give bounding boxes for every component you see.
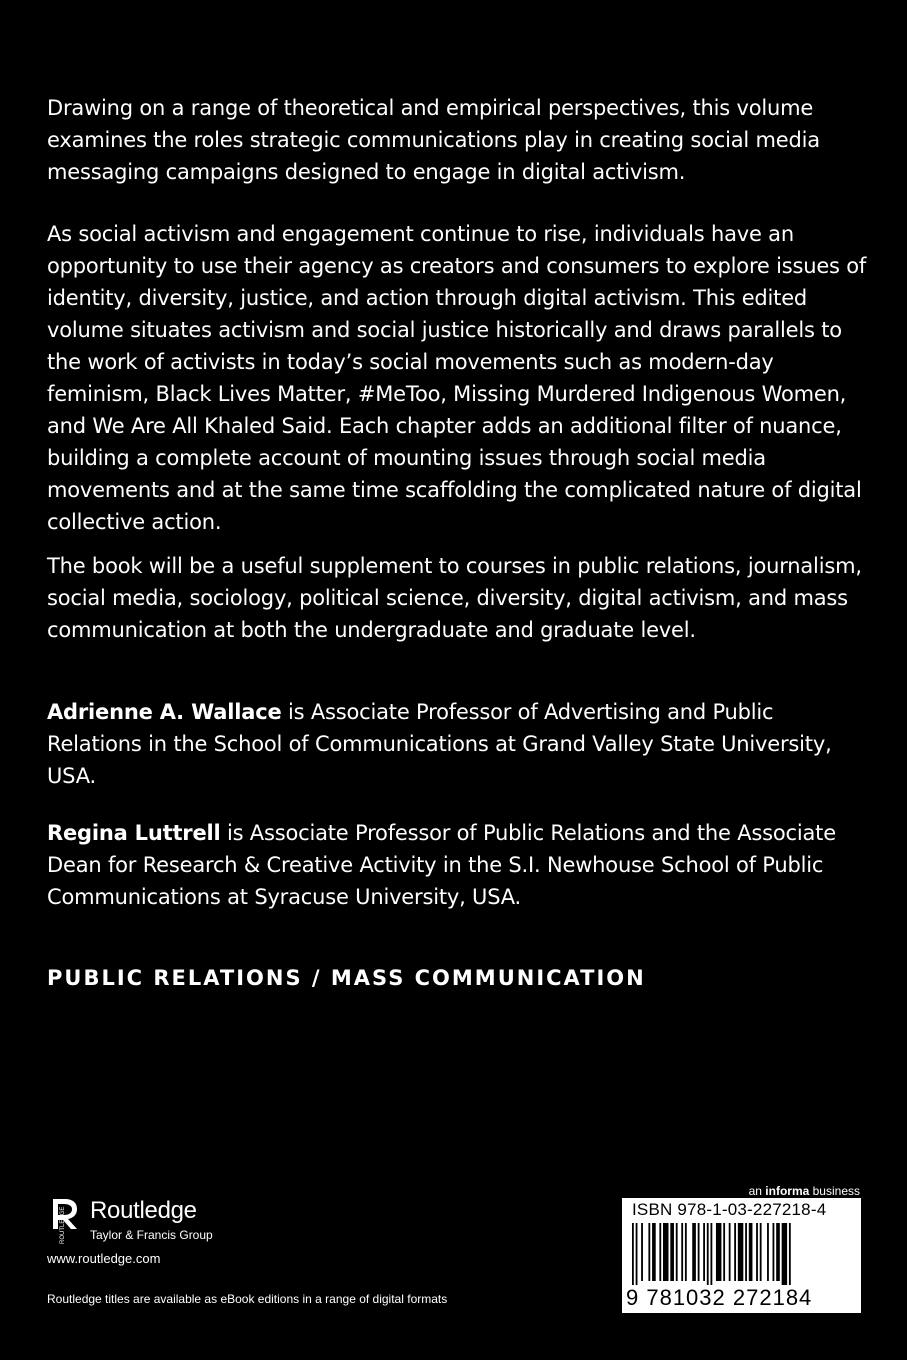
barcode-bar bbox=[734, 1223, 736, 1281]
barcode-bar bbox=[710, 1223, 712, 1285]
description-paragraph-1: Drawing on a range of theoretical and empirical perspectives, this volume examines the roles strategic communications play in creating social media messaging campaigns designed to engage in digital activism. bbox=[47, 96, 820, 184]
barcode-bar bbox=[698, 1223, 700, 1281]
barcode-bar bbox=[692, 1223, 696, 1281]
barcode-bar bbox=[659, 1223, 661, 1281]
barcode-bar bbox=[641, 1223, 643, 1281]
informa-prefix: an bbox=[748, 1184, 766, 1198]
author-bio-1 bbox=[47, 696, 867, 792]
barcode-bar bbox=[729, 1223, 731, 1281]
author-bio-2 bbox=[47, 817, 867, 913]
barcode-bars bbox=[632, 1223, 851, 1285]
barcode-bar bbox=[707, 1223, 709, 1285]
subject-category: PUBLIC RELATIONS / MASS COMMUNICATION bbox=[47, 966, 646, 990]
barcode-bar bbox=[636, 1223, 638, 1285]
barcode-bar bbox=[681, 1223, 683, 1281]
barcode-bar bbox=[738, 1223, 743, 1281]
publisher-name: Routledge bbox=[90, 1197, 197, 1224]
barcode-bar bbox=[756, 1223, 758, 1281]
author-name-2: Regina Luttrell bbox=[47, 821, 221, 845]
barcode-bar bbox=[632, 1223, 634, 1285]
barcode-bar bbox=[773, 1223, 775, 1281]
barcode-bar bbox=[723, 1223, 725, 1281]
barcode-bar bbox=[670, 1223, 674, 1281]
barcode-bar bbox=[776, 1223, 780, 1281]
barcode-bar bbox=[685, 1223, 687, 1281]
barcode-bar bbox=[663, 1223, 668, 1281]
author-name-1: Adrienne A. Wallace bbox=[47, 700, 282, 724]
barcode-bar bbox=[676, 1223, 678, 1281]
informa-brand: informa bbox=[765, 1184, 810, 1198]
barcode-bar bbox=[767, 1223, 769, 1281]
logo-vertical-text: ROUTLEDGE bbox=[60, 1206, 66, 1244]
description-paragraph-2: As social activism and engagement continue to rise, individuals have an opportunity to use their agency as creators and consumers to explore issues of identity, diversity, justice, and action through digital activism. This edited volume situates activism and social justice historically and draws parallels to the work of activists in today’s social movements such as modern-day feminism, Black Lives Matter, #MeToo, Missing Murdered Indigenous Women, and We Are All Khaled Said. Each chapter adds an additional filter of nuance, building a complete account of mounting issues through social media movements and at the same time scaffolding the complicated nature of digital collective action. bbox=[47, 222, 867, 534]
ebook-note: Routledge titles are available as eBook editions in a range of digital formats bbox=[47, 1292, 448, 1306]
barcode-bar bbox=[749, 1223, 753, 1281]
author-bio-text-2: is Associate Professor of Public Relations and the Associate Dean for Research & Creative Activity in the S.I. Newhouse School of Public Communications at Syracuse University, USA. bbox=[47, 821, 836, 909]
barcode-bar bbox=[760, 1223, 762, 1281]
barcode-bar bbox=[652, 1223, 656, 1281]
barcode-bar bbox=[716, 1223, 721, 1281]
description-paragraph-3: The book will be a useful supplement to courses in public relations, journalism, social media, sociology, political science, diversity, digital activism, and mass communication at both the undergraduate and graduate level. bbox=[47, 554, 862, 642]
informa-suffix: business bbox=[809, 1184, 860, 1198]
author-bio-text-1: is Associate Professor of Advertising and Public Relations in the School of Communications at Grand Valley State University, USA. bbox=[47, 700, 832, 788]
isbn-label: ISBN 978-1-03-227218-4 bbox=[632, 1200, 827, 1219]
routledge-logo bbox=[47, 1195, 307, 1255]
informa-tagline bbox=[749, 1184, 860, 1198]
barcode-bar bbox=[789, 1223, 791, 1285]
barcode-bar bbox=[782, 1223, 787, 1285]
barcode-bar bbox=[703, 1223, 705, 1281]
routledge-logo-icon bbox=[47, 1195, 83, 1251]
barcode-digits: 9 781032 272184 bbox=[626, 1285, 813, 1310]
barcode-bar bbox=[745, 1223, 747, 1281]
barcode-bar bbox=[648, 1223, 650, 1281]
publisher-website: www.routledge.com bbox=[47, 1251, 161, 1266]
publisher-group: Taylor & Francis Group bbox=[90, 1228, 213, 1242]
isbn-barcode bbox=[622, 1198, 861, 1313]
